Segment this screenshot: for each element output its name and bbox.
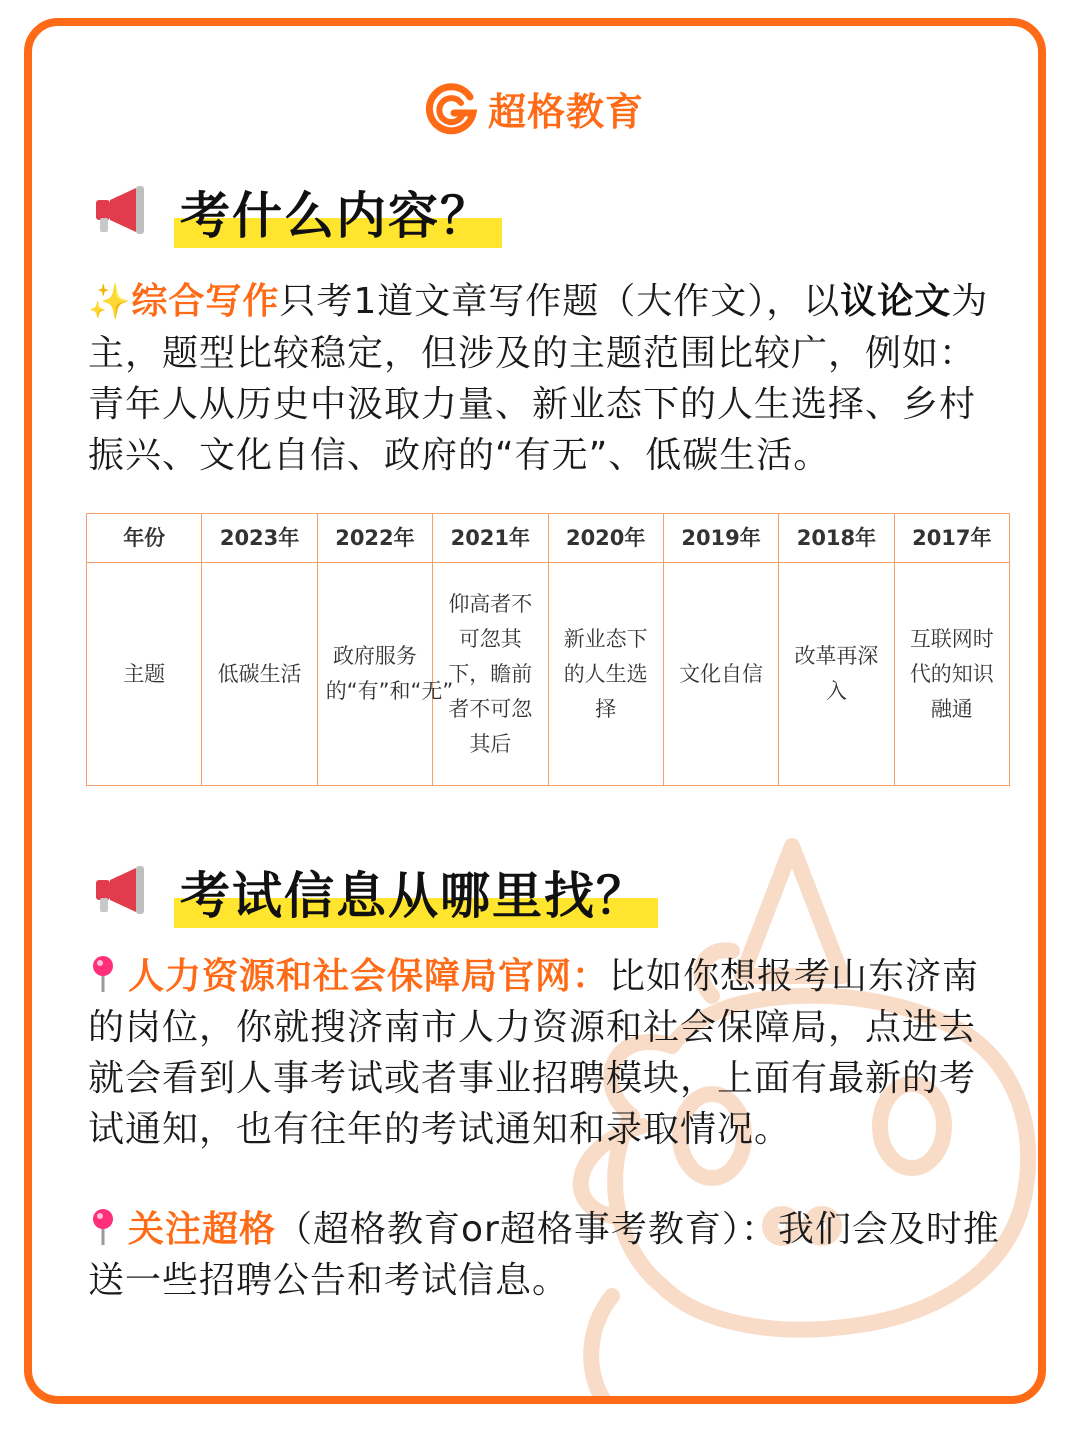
brand-header [32, 81, 1038, 139]
section-heading-content [92, 176, 502, 248]
section-title: 考什么内容？ [174, 176, 502, 248]
bold-text: 议论文 [840, 281, 952, 322]
table-header-cell: 2022年 [317, 514, 432, 563]
table-header-cell: 2021年 [433, 514, 548, 563]
section-heading-info [92, 856, 658, 928]
table-cell: 文化自信 [663, 563, 778, 786]
g-logo-icon [426, 83, 478, 135]
topics-table [86, 513, 1010, 786]
table-cell: 仰高者不可忽其下，瞻前者不可忽其后 [433, 563, 548, 786]
section-title: 考试信息从哪里找？ [174, 856, 658, 928]
highlight-text: 综合写作 [131, 281, 280, 322]
pin-icon [88, 1207, 118, 1247]
table-row [87, 563, 1010, 786]
table-header-cell: 2020年 [548, 514, 663, 563]
highlight-text: 人力资源和社会保障局官网： [128, 956, 610, 997]
table-header-cell: 2023年 [202, 514, 317, 563]
table-cell: 低碳生活 [202, 563, 317, 786]
info-source-hrss [88, 951, 1008, 1155]
table-header-cell: 2019年 [663, 514, 778, 563]
body-text: 比如你想报考山东济南的岗位，你就搜济南市人力资源和社会保障局，点进去就会看到人事考试或者事业招聘模块，上面有最新的考试通知，也有往年的考试通知和录取情况。 [88, 956, 980, 1150]
table-header-row [87, 514, 1010, 563]
table-header-cell: 2017年 [894, 514, 1009, 563]
sparkle-icon: ✨ [88, 282, 132, 322]
exam-content-paragraph [88, 276, 1008, 481]
pin-icon [88, 954, 118, 994]
table-cell: 主题 [87, 563, 202, 786]
table-cell: 新业态下的人生选择 [548, 563, 663, 786]
highlight-text: 关注超格 [128, 1209, 277, 1250]
body-text: 只考1道文章写作题（大作文），以 [279, 281, 841, 322]
megaphone-icon [92, 184, 156, 240]
body-text: （超格教育or超格事考教育）：我们会及时推送一些招聘公告和考试信息。 [88, 1209, 1000, 1301]
table-cell: 改革再深入 [779, 563, 894, 786]
brand-name: 超格教育 [487, 90, 644, 134]
table-cell: 政府服务的“有”和“无” [317, 563, 432, 786]
info-source-follow [88, 1204, 1008, 1306]
table-header-cell: 2018年 [779, 514, 894, 563]
table-cell: 互联网时代的知识融通 [894, 563, 1009, 786]
body-text: 为主，题型比较稳定，但涉及的主题范围比较广，例如：青年人从历史中汲取力量、新业态下的人生选择、乡村振兴、文化自信、政府的“有无”、低碳生活。 [88, 281, 989, 476]
megaphone-icon [92, 864, 156, 920]
content-card [24, 18, 1046, 1404]
table-header-cell: 年份 [87, 514, 202, 563]
